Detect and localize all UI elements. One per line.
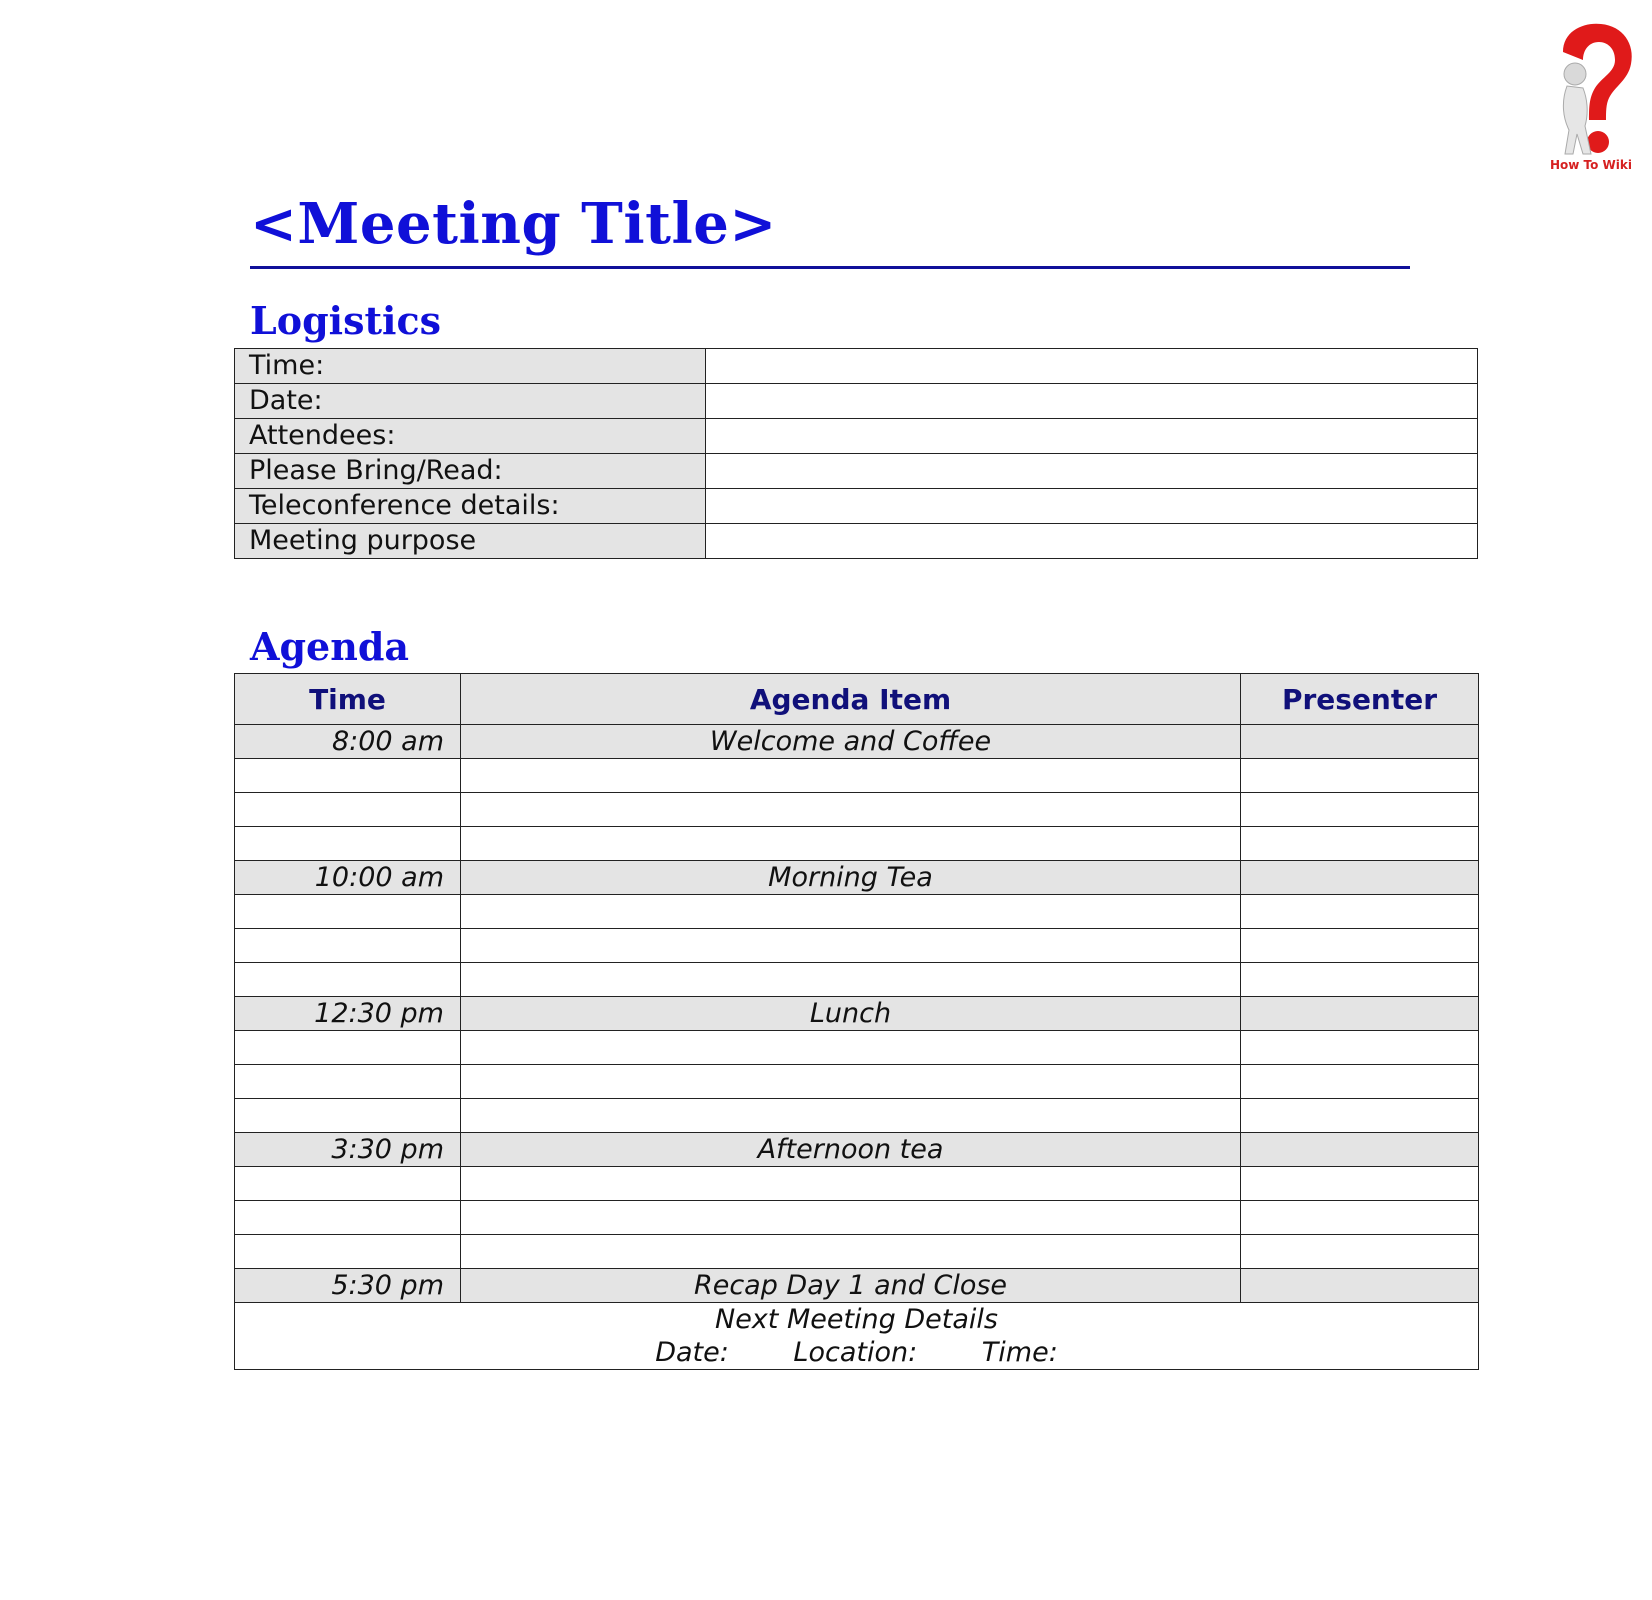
agenda-presenter-cell[interactable]: [1241, 1133, 1479, 1167]
agenda-time-cell[interactable]: 10:00 am: [235, 861, 461, 895]
logo-text: How To Wiki: [1549, 158, 1632, 172]
agenda-presenter-cell[interactable]: [1241, 827, 1479, 861]
next-meeting-fields: [235, 1336, 1478, 1369]
agenda-header-row: [235, 674, 1479, 725]
logistics-label: Please Bring/Read:: [235, 454, 706, 489]
agenda-time-cell[interactable]: [235, 1031, 461, 1065]
agenda-presenter-cell[interactable]: [1241, 725, 1479, 759]
logistics-value-field[interactable]: [706, 489, 1478, 524]
agenda-presenter-cell[interactable]: [1241, 1167, 1479, 1201]
next-meeting-location-label: Location:: [793, 1337, 918, 1368]
agenda-row: [235, 1031, 1479, 1065]
logistics-row: [235, 419, 1478, 454]
agenda-row: [235, 895, 1479, 929]
agenda-item-cell[interactable]: Lunch: [461, 997, 1241, 1031]
logistics-row: [235, 454, 1478, 489]
agenda-presenter-cell[interactable]: [1241, 997, 1479, 1031]
logistics-table: [234, 348, 1478, 559]
next-meeting-time-label: Time:: [981, 1337, 1058, 1368]
agenda-row: [235, 725, 1479, 759]
agenda-time-cell[interactable]: [235, 1235, 461, 1269]
agenda-item-cell[interactable]: [461, 963, 1241, 997]
logistics-value-field[interactable]: [706, 349, 1478, 384]
agenda-presenter-cell[interactable]: [1241, 963, 1479, 997]
agenda-item-cell[interactable]: [461, 1065, 1241, 1099]
logistics-value-field[interactable]: [706, 524, 1478, 559]
agenda-row: [235, 861, 1479, 895]
agenda-time-cell[interactable]: 8:00 am: [235, 725, 461, 759]
agenda-row: [235, 1167, 1479, 1201]
agenda-time-cell[interactable]: [235, 963, 461, 997]
agenda-table: [234, 673, 1479, 1370]
howtowiki-logo: [1545, 22, 1637, 172]
agenda-presenter-cell[interactable]: [1241, 861, 1479, 895]
logistics-row: [235, 384, 1478, 419]
agenda-presenter-cell[interactable]: [1241, 895, 1479, 929]
logistics-row: [235, 524, 1478, 559]
next-meeting-row: [235, 1303, 1479, 1370]
logistics-label: Teleconference details:: [235, 489, 706, 524]
agenda-time-cell[interactable]: [235, 827, 461, 861]
column-header-agenda-item: Agenda Item: [461, 674, 1241, 725]
agenda-presenter-cell[interactable]: [1241, 1031, 1479, 1065]
agenda-item-cell[interactable]: [461, 759, 1241, 793]
agenda-heading: Agenda: [250, 624, 410, 669]
agenda-row: [235, 759, 1479, 793]
agenda-time-cell[interactable]: [235, 1099, 461, 1133]
agenda-row: [235, 963, 1479, 997]
agenda-row: [235, 929, 1479, 963]
agenda-time-cell[interactable]: 3:30 pm: [235, 1133, 461, 1167]
agenda-presenter-cell[interactable]: [1241, 1065, 1479, 1099]
agenda-presenter-cell[interactable]: [1241, 793, 1479, 827]
agenda-row: [235, 1269, 1479, 1303]
agenda-presenter-cell[interactable]: [1241, 1201, 1479, 1235]
logistics-row: [235, 349, 1478, 384]
agenda-presenter-cell[interactable]: [1241, 1235, 1479, 1269]
agenda-time-cell[interactable]: [235, 1065, 461, 1099]
logistics-row: [235, 489, 1478, 524]
agenda-time-cell[interactable]: 12:30 pm: [235, 997, 461, 1031]
agenda-item-cell[interactable]: Welcome and Coffee: [461, 725, 1241, 759]
agenda-row: [235, 1235, 1479, 1269]
column-header-presenter: Presenter: [1241, 674, 1479, 725]
agenda-time-cell[interactable]: [235, 759, 461, 793]
agenda-row: [235, 793, 1479, 827]
agenda-item-cell[interactable]: [461, 1167, 1241, 1201]
agenda-item-cell[interactable]: [461, 1235, 1241, 1269]
logistics-value-field[interactable]: [706, 384, 1478, 419]
agenda-item-cell[interactable]: Afternoon tea: [461, 1133, 1241, 1167]
agenda-item-cell[interactable]: [461, 1099, 1241, 1133]
agenda-time-cell[interactable]: [235, 895, 461, 929]
agenda-item-cell[interactable]: [461, 827, 1241, 861]
next-meeting-cell: [235, 1303, 1479, 1370]
agenda-item-cell[interactable]: [461, 793, 1241, 827]
agenda-row: [235, 827, 1479, 861]
logistics-value-field[interactable]: [706, 454, 1478, 489]
logistics-label: Time:: [235, 349, 706, 384]
agenda-time-cell[interactable]: [235, 793, 461, 827]
agenda-time-cell[interactable]: [235, 1167, 461, 1201]
agenda-row: [235, 1099, 1479, 1133]
column-header-time: Time: [235, 674, 461, 725]
agenda-row: [235, 1201, 1479, 1235]
agenda-presenter-cell[interactable]: [1241, 759, 1479, 793]
agenda-time-cell[interactable]: [235, 929, 461, 963]
title-underline: [250, 266, 1410, 269]
page-title: <Meeting Title>: [250, 191, 777, 257]
agenda-presenter-cell[interactable]: [1241, 1269, 1479, 1303]
agenda-row: [235, 1065, 1479, 1099]
agenda-item-cell[interactable]: Recap Day 1 and Close: [461, 1269, 1241, 1303]
agenda-item-cell[interactable]: [461, 1031, 1241, 1065]
agenda-time-cell[interactable]: [235, 1201, 461, 1235]
logistics-value-field[interactable]: [706, 419, 1478, 454]
agenda-time-cell[interactable]: 5:30 pm: [235, 1269, 461, 1303]
logistics-label: Meeting purpose: [235, 524, 706, 559]
agenda-presenter-cell[interactable]: [1241, 1099, 1479, 1133]
agenda-item-cell[interactable]: [461, 929, 1241, 963]
next-meeting-date-label: Date:: [655, 1337, 729, 1368]
agenda-row: [235, 997, 1479, 1031]
agenda-item-cell[interactable]: Morning Tea: [461, 861, 1241, 895]
agenda-row: [235, 1133, 1479, 1167]
logistics-label: Attendees:: [235, 419, 706, 454]
logistics-heading: Logistics: [250, 298, 441, 343]
agenda-presenter-cell[interactable]: [1241, 929, 1479, 963]
question-mark-figure-icon: [1545, 22, 1637, 162]
logistics-label: Date:: [235, 384, 706, 419]
agenda-item-cell[interactable]: [461, 1201, 1241, 1235]
next-meeting-title: Next Meeting Details: [715, 1304, 998, 1335]
agenda-item-cell[interactable]: [461, 895, 1241, 929]
